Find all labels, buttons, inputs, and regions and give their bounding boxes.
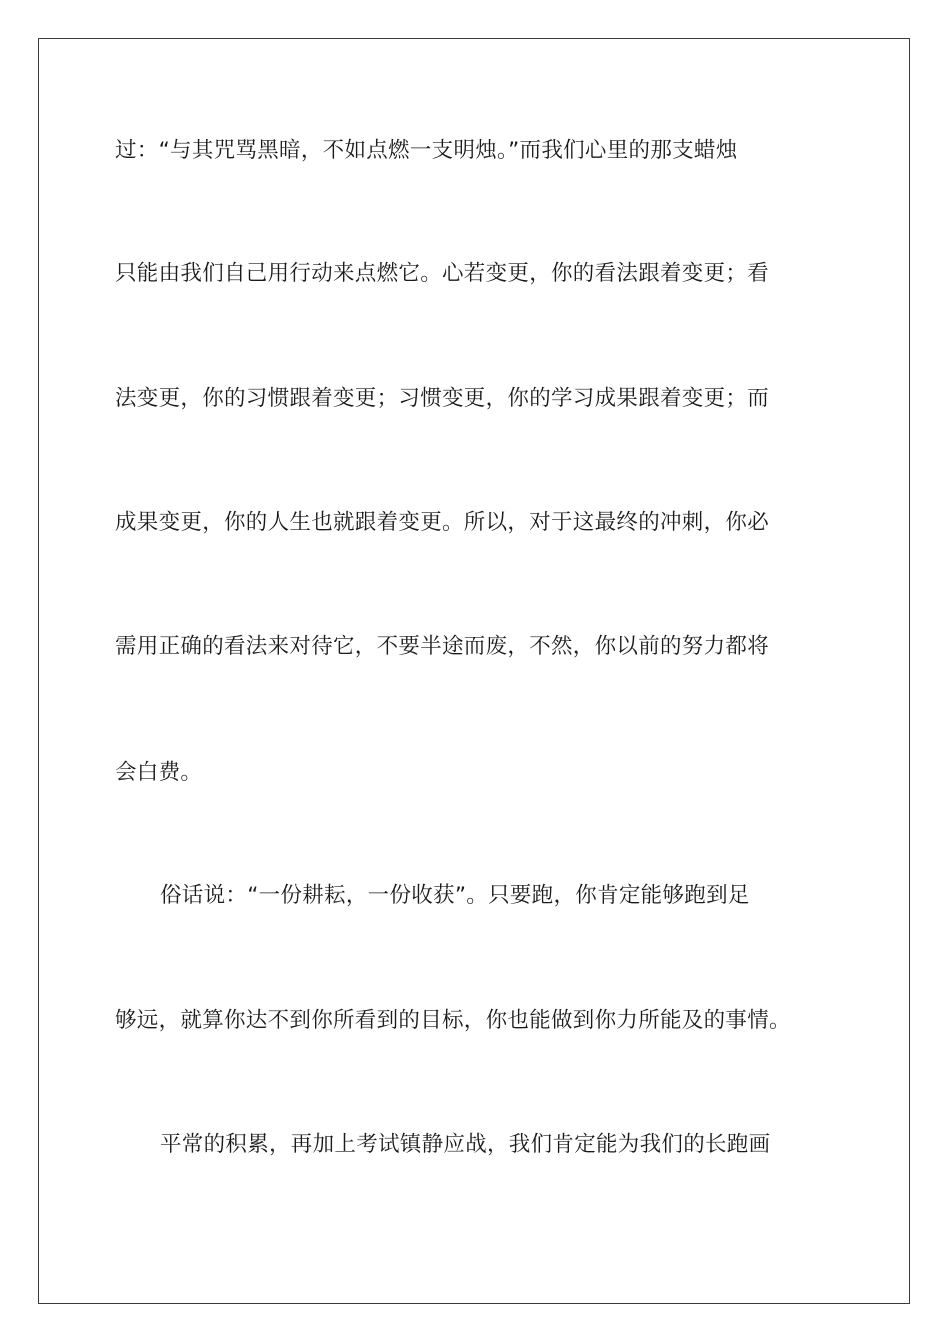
body-text-line: 需用正确的看法来对待它，不要半途而废，不然，你以前的努力都将 [115, 634, 770, 659]
body-text-line: 法变更，你的习惯跟着变更；习惯变更，你的学习成果跟着变更；而 [115, 386, 770, 411]
body-text-line: 只能由我们自己用行动来点燃它。心若变更，你的看法跟着变更；看 [115, 261, 770, 286]
page-border [38, 38, 910, 1304]
paragraph-first-line: 平常的积累，再加上考试镇静应战，我们肯定能为我们的长跑画 [160, 1132, 771, 1157]
body-text-line: 过：“与其咒骂黑暗，不如点燃一支明烛。”而我们心里的那支蜡烛 [115, 138, 738, 163]
body-text-line: 会白费。 [115, 760, 203, 785]
body-text-line: 成果变更，你的人生也就跟着变更。所以，对于这最终的冲刺，你必 [115, 510, 770, 535]
paragraph-first-line: 俗话说：“一份耕耘，一份收获”。只要跑，你肯定能够跑到足 [160, 883, 750, 908]
body-text-line: 够远，就算你达不到你所看到的目标，你也能做到你力所能及的事情。 [115, 1008, 791, 1033]
